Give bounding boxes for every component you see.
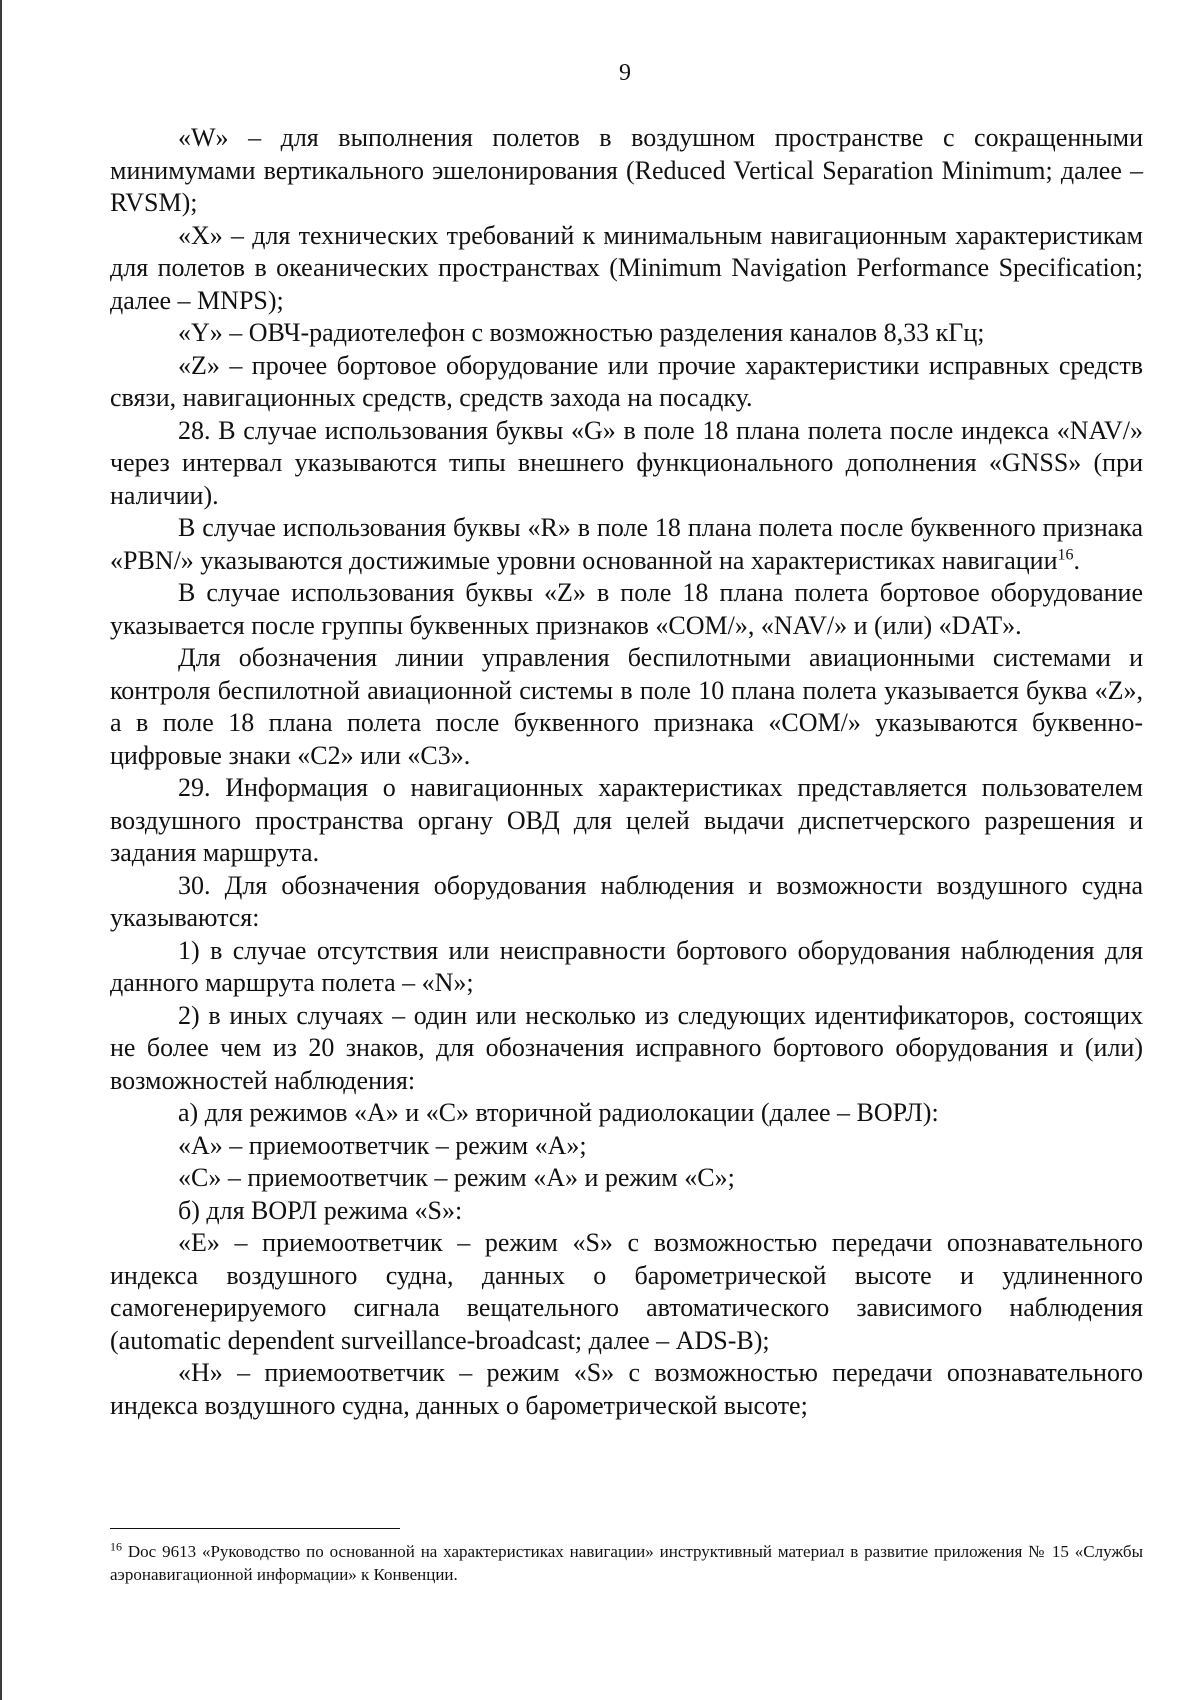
paragraph-z: «Z» – прочее бортовое оборудование или прочие характеристики исправных средств связи, навигационных средств, средств захода на посадку. <box>110 350 1143 412</box>
paragraph-mode-e: «E» – приемоответчик – режим «S» с возможностью передачи опознавательного индекса воздушного судна, данных о барометрической высоте и удлиненного самогенерируемого сигнала вещательного автоматического зависимого наблюдения (automatic dependent surveillance-broadcast; далее – ADS-B); <box>110 1228 1143 1355</box>
paragraph-a-modes: а) для режимов «A» и «C» вторичной радиолокации (далее – ВОРЛ): <box>178 1098 939 1127</box>
paragraph-pbn-text: В случае использования буквы «R» в поле 18 плана полета после буквенного признака «PBN/» указываются достижимые уровни основанной на характеристиках навигации <box>110 513 1143 575</box>
page-number: 9 <box>619 60 631 86</box>
footnote-text: Doc 9613 «Руководство по основанной на характеристиках навигации» инструктивный материал в развитие приложения № 15 «Службы аэронавигационной информации» к Конвенции. <box>110 1542 1143 1584</box>
paragraph-30-2: 2) в иных случаях – один или несколько из следующих идентификаторов, состоящих не более чем из 20 знаков, для обозначения исправного бортового оборудования и (или) возможностей наблюдения: <box>110 1000 1143 1095</box>
paragraph-uas: Для обозначения линии управления беспилотными авиационными системами и контроля беспилотной авиационной системы в поле 10 плана полета указывается буква «Z», а в поле 18 плана полета после буквенного признака «COM/» указываются буквенно-цифровые знаки «C2» или «C3». <box>110 643 1143 770</box>
paragraph-mode-a: «A» – приемоответчик – режим «A»; <box>178 1130 587 1160</box>
footnote-separator <box>110 1528 400 1529</box>
paragraph-x: «X» – для технических требований к минимальным навигационным характеристикам для полетов в океанических пространствах (Minimum Navigation Performance Specification; далее – MNPS); <box>110 220 1143 315</box>
paragraph-29: 29. Информация о навигационных характеристиках представляется пользователем воздушного пространства органу ОВД для целей выдачи диспетчерского разрешения и задания маршрута. <box>110 773 1143 867</box>
paragraph-z-field18: В случае использования буквы «Z» в поле 18 плана полета бортовое оборудование указывается после группы буквенных признаков «COM/», «NAV/» и (или) «DAT». <box>110 578 1143 640</box>
paragraph-30-1: 1) в случае отсутствия или неисправности бортового оборудования наблюдения для данного маршрута полета – «N»; <box>110 935 1143 997</box>
paragraph-30: 30. Для обозначения оборудования наблюдения и возможности воздушного судна указываются: <box>110 870 1143 932</box>
paragraph-mode-c: «C» – приемоответчик – режим «A» и режим «C»; <box>178 1163 735 1192</box>
paragraph-y: «Y» – ОВЧ-радиотелефон с возможностью разделения каналов 8,33 кГц; <box>178 318 985 347</box>
footnote-number: 16 <box>110 1539 122 1554</box>
page-left-border <box>0 0 2 1700</box>
footnote <box>110 1540 1143 1586</box>
paragraph-w: «W» – для выполнения полетов в воздушном пространстве с сокращенными минимумами вертикального эшелонирования (Reduced Vertical Separation Minimum; далее – RVSM); <box>110 123 1143 217</box>
body-text <box>110 122 1143 1422</box>
paragraph-pbn-tail: . <box>1073 545 1080 575</box>
paragraph-pbn <box>110 512 1143 577</box>
paragraph-28: 28. В случае использования буквы «G» в поле 18 плана полета после индекса «NAV/» через интервал указываются типы внешнего функционального дополнения «GNSS» (при наличии). <box>110 415 1143 510</box>
paragraph-mode-h: «H» – приемоответчик – режим «S» с возможностью передачи опознавательного индекса воздушного судна, данных о барометрической высоте; <box>110 1358 1143 1420</box>
paragraph-b-mode-s: б) для ВОРЛ режима «S»: <box>178 1195 463 1225</box>
footnote-reference[interactable]: 16 <box>1057 545 1074 563</box>
